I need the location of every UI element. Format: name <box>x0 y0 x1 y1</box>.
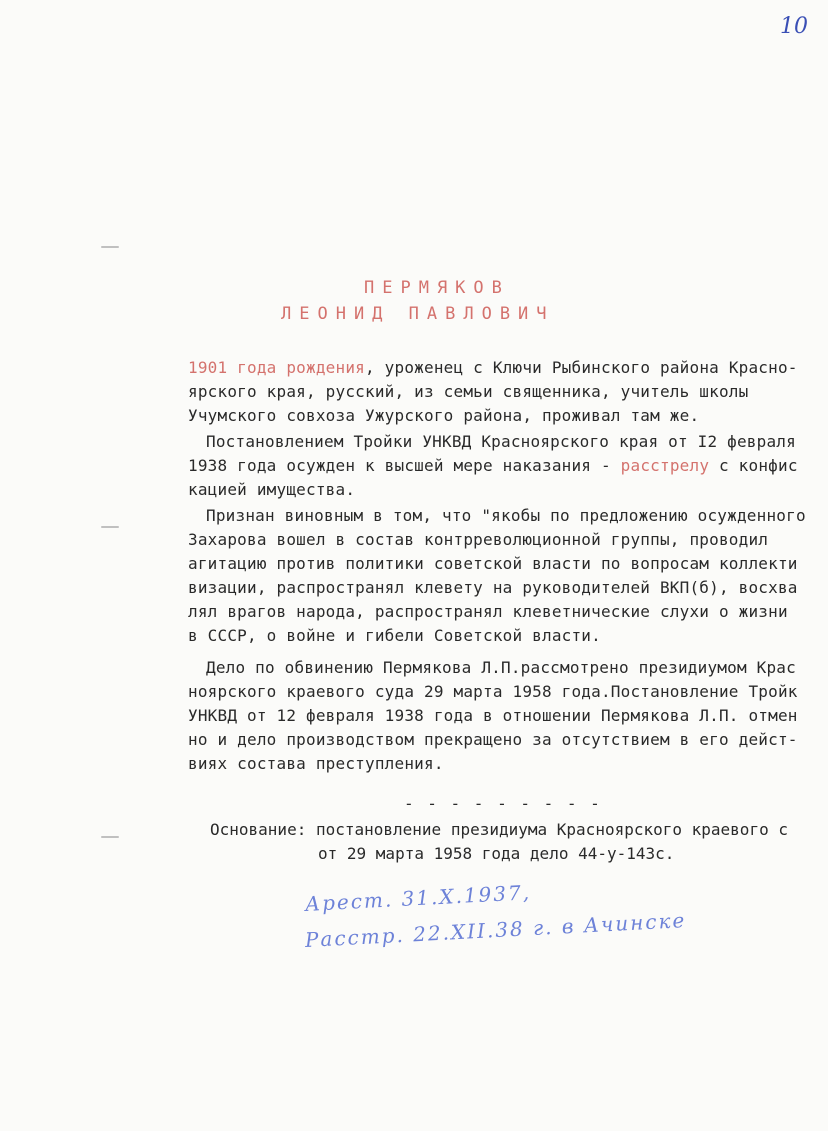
given-name-heading: ЛЕОНИД ПАВЛОВИЧ <box>281 304 555 324</box>
punch-hole-mark <box>101 526 119 528</box>
page-number: 10 <box>780 14 808 39</box>
surname-heading: ПЕРМЯКОВ <box>364 278 510 298</box>
sentence-term: расстрелу <box>620 456 710 475</box>
bio-line: 1901 года рождения, уроженец с Ключи Рыбинского района Красно- <box>188 358 798 377</box>
charge-line: лял врагов народа, распространял клеветнические слухи о жизни <box>188 602 788 621</box>
basis-line: Основание: постановление президиума Красноярского краевого с <box>210 820 788 839</box>
charge-line: агитацию против политики советской власти по вопросам коллекти <box>188 554 798 573</box>
rehab-line: виях состава преступления. <box>188 754 444 773</box>
rehabilitation-paragraph <box>188 656 828 776</box>
sentence-paragraph <box>188 430 828 502</box>
sentence-line: кацией имущества. <box>188 480 356 499</box>
sentence-line: 1938 года осужден к высшей мере наказания - расстрелу с конфис <box>188 456 798 475</box>
charge-line: Захарова вошел в состав контрреволюционной группы, проводил <box>188 530 769 549</box>
divider-line: - - - - - - - - - <box>404 794 602 813</box>
charge-paragraph <box>188 504 828 648</box>
charge-line: в СССР, о войне и гибели Советской власти. <box>188 626 601 645</box>
rehab-line: УНКВД от 12 февраля 1938 года в отношении Пермякова Л.П. отмен <box>188 706 798 725</box>
charge-line: Признан виновным в том, что "якобы по предложению осужденного <box>206 506 806 525</box>
bio-line: Учумского совхоза Ужурского района, проживал там же. <box>188 406 700 425</box>
punch-hole-mark <box>101 246 119 248</box>
basis-note <box>210 818 788 866</box>
rehab-line: но и дело производством прекращено за отсутствием в его дейст- <box>188 730 798 749</box>
birth-year: 1901 года рождения <box>188 358 365 377</box>
punch-hole-mark <box>101 836 119 838</box>
rehab-line: Дело по обвинению Пермякова Л.П.рассмотрено президиумом Крас <box>206 658 796 677</box>
rehab-line: ноярского краевого суда 29 марта 1958 года.Постановление Тройк <box>188 682 798 701</box>
biography-paragraph <box>188 356 828 428</box>
charge-line: визации, распространял клевету на руководителей ВКП(б), восхва <box>188 578 798 597</box>
basis-line: от 29 марта 1958 года дело 44-у-143с. <box>318 844 675 863</box>
sentence-line: Постановлением Тройки УНКВД Красноярского края от I2 февраля <box>206 432 796 451</box>
bio-line: ярского края, русский, из семьи священника, учитель школы <box>188 382 749 401</box>
handwritten-execution-note: Расстр. 22.XII.38 г. в Ачинске <box>304 908 687 952</box>
handwritten-arrest-note: Арест. 31.X.1937, <box>304 880 532 916</box>
